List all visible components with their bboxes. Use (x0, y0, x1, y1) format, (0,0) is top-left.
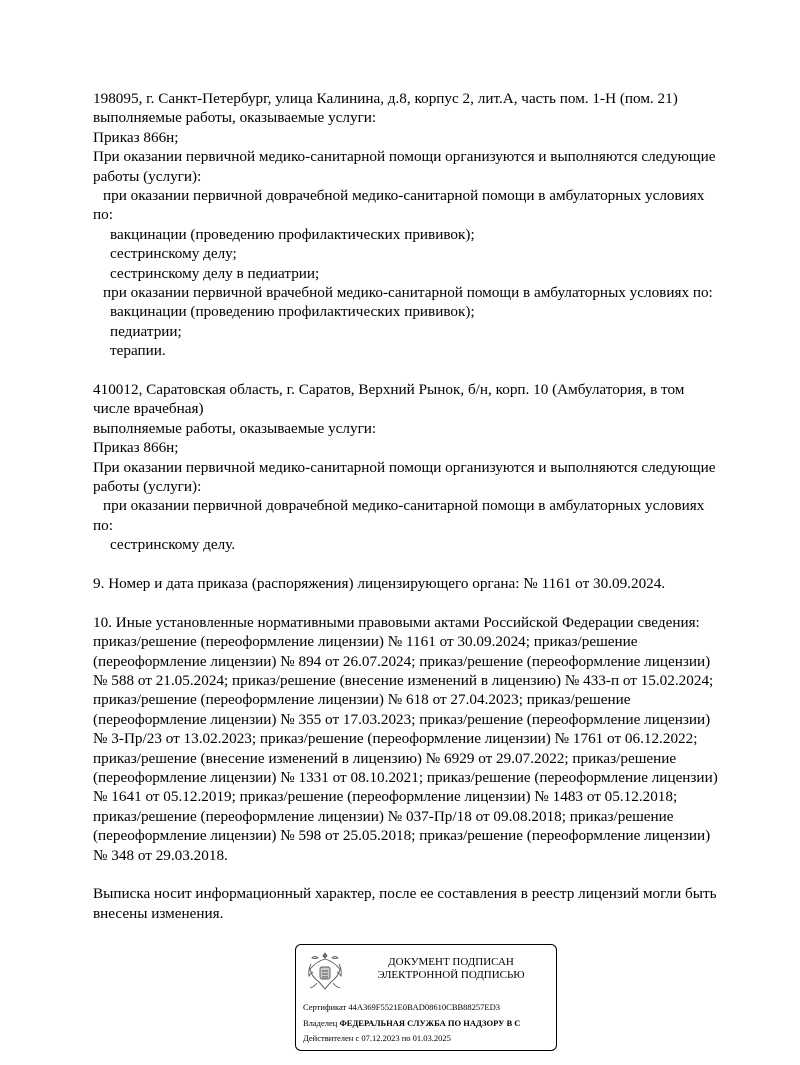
stamp-owner-value: ФЕДЕРАЛЬНАЯ СЛУЖБА ПО НАДЗОРУ В С (339, 1018, 521, 1028)
text-line: по: (93, 516, 113, 534)
text-line: 9. Номер и дата приказа (распоряжения) лицензирующего органа: № 1161 от 30.09.2024. (93, 575, 666, 592)
text-line: сестринскому делу. (110, 536, 236, 554)
text-line: внесены изменения. (93, 904, 224, 922)
text-line: 10. Иные установленные нормативными правовыми актами Российской Федерации сведения: (93, 613, 700, 631)
text-line: приказ/решение (внесение изменений в лицензию) № 6929 от 29.07.2022; приказ/решение (93, 749, 677, 767)
text-line: № 348 от 29.03.2018. (93, 846, 228, 864)
text-line: при оказании первичной доврачебной медико-санитарной помощи в амбулаторных условиях (103, 187, 705, 204)
stamp-title-line2: ЭЛЕКТРОННОЙ ПОДПИСЬЮ (377, 969, 525, 981)
text-line: 410012, Саратовская область, г. Саратов, Верхний Рынок, б/н, корп. 10 (Амбулатория, в том (93, 381, 685, 398)
text-line: приказ/решение (переоформление лицензии) № 1161 от 30.09.2024; приказ/решение (93, 633, 638, 651)
text-line: 198095, г. Санкт-Петербург, улица Калинина, д.8, корпус 2, лит.А, часть пом. 1-Н (пом. 21) (93, 90, 678, 107)
text-line: Приказ 866н; (93, 439, 179, 457)
text-line: выполняемые работы, оказываемые услуги: (93, 109, 377, 127)
text-line: (переоформление лицензии) № 1331 от 08.10.2021; приказ/решение (переоформление лицензии) (93, 769, 718, 786)
text-line: № 3-Пр/23 от 13.02.2023; приказ/решение (переоформление лицензии) № 1761 от 06.12.2022; (93, 730, 698, 748)
text-line: Приказ 866н; (93, 128, 179, 146)
text-line: При оказании первичной медико-санитарной помощи организуются и выполняются следующие (93, 458, 716, 476)
text-line: № 1641 от 05.12.2019; приказ/решение (переоформление лицензии) № 1483 от 05.12.2018; (93, 788, 678, 806)
text-line: приказ/решение (переоформление лицензии) № 037-Пр/18 от 09.08.2018; приказ/решение (93, 807, 674, 825)
text-line: (переоформление лицензии) № 598 от 25.05.2018; приказ/решение (переоформление лицензии) (93, 827, 711, 845)
text-line: вакцинации (проведению профилактических прививок); (110, 303, 475, 321)
text-line: при оказании первичной врачебной медико-санитарной помощи в амбулаторных условиях по: (103, 284, 713, 301)
text-line: (переоформление лицензии) № 894 от 26.07.2024; приказ/решение (переоформление лицензии) (93, 652, 711, 670)
text-line: работы (услуги): (93, 167, 202, 185)
text-line: сестринскому делу в педиатрии; (110, 264, 320, 282)
stamp-certificate-value: 44A369F5521E0BAD08610CBB88257ED3 (348, 1002, 500, 1012)
stamp-certificate (303, 1002, 555, 1013)
text-line: приказ/решение (переоформление лицензии) № 618 от 27.04.2023; приказ/решение (93, 691, 631, 709)
text-line: по: (93, 206, 113, 224)
text-line: сестринскому делу; (110, 245, 237, 263)
stamp-certificate-label: Сертификат (303, 1002, 347, 1012)
text-line: вакцинации (проведению профилактических прививок); (110, 225, 475, 243)
coat-of-arms-icon (305, 950, 345, 992)
stamp-validity: Действителен с 07.12.2023 по 01.03.2025 (303, 1033, 451, 1043)
text-line: числе врачебная) (93, 400, 204, 418)
text-line: терапии. (110, 342, 166, 360)
electronic-signature-stamp (295, 944, 557, 1051)
text-line: При оказании первичной медико-санитарной помощи организуются и выполняются следующие (93, 148, 716, 166)
text-line: (переоформление лицензии) № 355 от 17.03.2023; приказ/решение (переоформление лицензии) (93, 710, 711, 728)
text-line: при оказании первичной доврачебной медико-санитарной помощи в амбулаторных условиях (103, 497, 705, 515)
stamp-title-line1: ДОКУМЕНТ ПОДПИСАН (388, 956, 514, 968)
stamp-owner-label: Владелец (303, 1018, 338, 1028)
text-line: Выписка носит информационный характер, после ее составления в реестр лицензий могли быть (93, 885, 717, 903)
text-line: педиатрии; (110, 322, 182, 340)
stamp-owner (303, 1018, 555, 1029)
text-line: № 588 от 21.05.2024; приказ/решение (внесение изменений в лицензию) № 433-п от 15.02.2024; (93, 672, 714, 689)
text-line: выполняемые работы, оказываемые услуги: (93, 419, 377, 437)
text-line: работы (услуги): (93, 478, 202, 495)
